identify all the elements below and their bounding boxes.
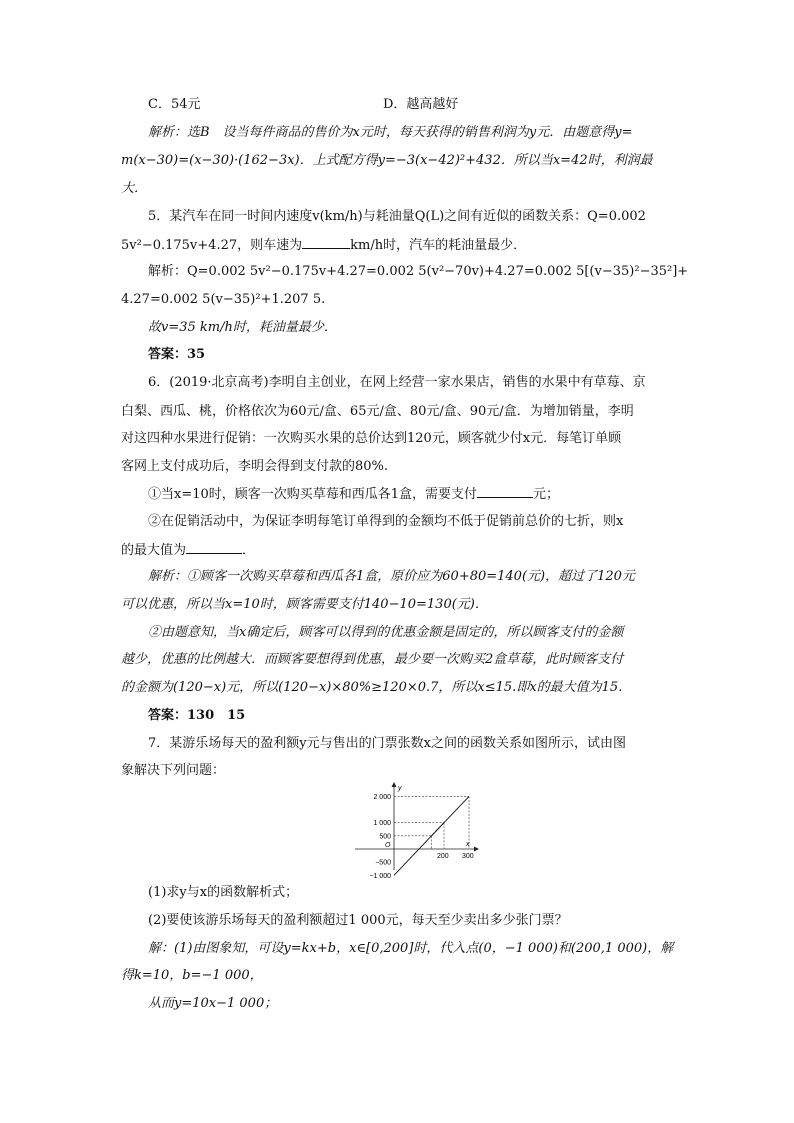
q6-solution-line-3: ②由题意知，当x确定后，顾客可以得到的优惠金额是固定的，所以顾客支付的金额 [148, 625, 624, 640]
option-c: C．54元 [148, 97, 201, 112]
q6-stem-line-3: 对这四种水果进行促销：一次购买水果的总价达到120元，顾客就少付x元．每笔订单顾 [121, 431, 622, 446]
q4-solution-line-2: m(x−30)=(x−30)·(162−3x)．上式配方得y=−3(x−42)²+432．所以当x=42时，利润最 [121, 153, 653, 168]
y-tick-label: 500 [379, 833, 391, 841]
q6-sub1-text: ①当x=10时，顾客一次购买草莓和西瓜各1盒，需要支付 [148, 487, 478, 502]
q5-stem-text-end: km/h时，汽车的耗油量最少． [350, 238, 527, 253]
origin-label: O [385, 842, 391, 849]
q5-solution-line-3: 故v=35 km/h时，耗油量最少． [148, 320, 337, 335]
q5-answer: 答案：35 [148, 347, 206, 362]
x-tick-label: 200 [437, 853, 449, 860]
y-tick-label: −1 000 [369, 872, 391, 880]
answer-blank [186, 541, 242, 554]
q5-solution-line-1: 解析：Q=0.002 5v²−0.175v+4.27=0.002 5(v²−70v)+4.27=0.002 5[(v−35)²−35²]+ [148, 264, 689, 279]
profit-chart [340, 782, 480, 880]
q7-part-2: (2)要使该游乐场每天的盈利额超过1 000元，每天至少卖出多少张门票？ [148, 913, 568, 928]
q5-solution-line-2: 4.27=0.002 5(v−35)²+1.207 5. [121, 292, 326, 307]
q7-solution-line-2: 得k=10，b=−1 000， [121, 968, 263, 983]
q6-sub2-text-end: ． [242, 543, 256, 558]
q6-stem-line-4: 客网上支付成功后，李明会得到支付款的80%. [121, 459, 389, 474]
y-axis-label: y [398, 785, 402, 792]
y-axis-arrow [392, 782, 397, 787]
q6-solution-line-4: 越少，优惠的比例越大．而顾客要想得到优惠，最少要一次购买2盒草莓，此时顾客支付 [121, 652, 624, 667]
q6-stem-line-1: 6．(2019·北京高考)李明自主创业，在网上经营一家水果店，销售的水果中有草莓、京 [148, 375, 646, 390]
y-tick-label: −500 [375, 859, 391, 867]
q7-solution-line-3: 从而y=10x−1 000； [148, 996, 278, 1011]
q6-solution-line-1: 解析：①顾客一次购买草莓和西瓜各1盒，原价应为60+80=140(元)，超过了120元 [148, 569, 635, 584]
q5-stem-text: 5v²−0.175v+4.27，则车速为 [121, 238, 303, 253]
q6-solution-line-5: 的金额为(120−x)元，所以(120−x)×80%≥120×0.7，所以x≤15.即x的最大值为15. [121, 680, 623, 695]
series-line-1 [432, 796, 470, 835]
q6-answer: 答案：130 15 [148, 708, 246, 723]
q7-part-1: (1)求y与x的函数解析式； [148, 885, 299, 900]
q6-sub-question-2-line-2 [121, 541, 255, 559]
q6-sub-question-2-line-1: ②在促销活动中，为保证李明每笔订单得到的金额均不低于促销前总价的七折，则x [148, 514, 624, 529]
q5-stem-line-1: 5．某汽车在同一时间内速度v(km/h)与耗油量Q(L)之间有近似的函数关系：Q=0.002 [148, 209, 646, 224]
q6-sub1-text-end: 元； [533, 487, 560, 502]
q7-stem-line-1: 7．某游乐场每天的盈利额y元与售出的门票张数x之间的函数关系如图所示，试由图 [148, 736, 626, 751]
q6-sub2-text: 的最大值为 [121, 543, 187, 558]
option-d: D．越高越好 [383, 97, 459, 112]
q7-solution-line-1: 解：(1)由图象知，可设y=kx+b，x∈[0,200]时，代入点(0，−1 000)和(200,1 000)，解 [148, 941, 674, 956]
x-axis-label: x [466, 841, 470, 848]
x-axis-arrow [474, 847, 479, 852]
q4-solution-line-3: 大． [121, 181, 148, 196]
y-tick-label: 2 000 [373, 793, 391, 801]
answer-blank [477, 485, 533, 498]
q6-stem-line-2: 白梨、西瓜、桃，价格依次为60元/盒、65元/盒、80元/盒、90元/盒．为增加销量，李明 [121, 404, 634, 419]
y-tick-label: 1 000 [373, 820, 391, 828]
q5-stem-line-2 [121, 236, 526, 254]
q7-stem-line-2: 象解决下列问题： [121, 763, 226, 778]
answer-blank [302, 236, 350, 249]
q6-sub-question-1 [148, 485, 559, 503]
q4-solution-line-1: 解析：选B 设当每件商品的售价为x元时，每天获得的销售利润为y元．由题意得y= [148, 125, 633, 140]
x-tick-label: 300 [462, 853, 474, 860]
q6-solution-line-2: 可以优惠，所以当x=10时，顾客需要支付140−10=130(元)． [121, 597, 488, 612]
